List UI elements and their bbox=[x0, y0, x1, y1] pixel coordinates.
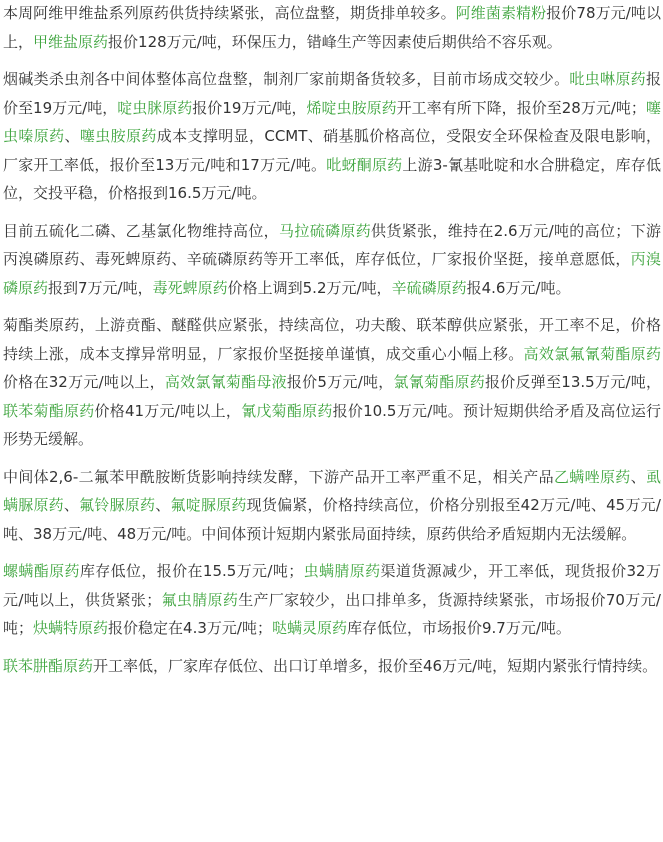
paragraph-text: 报价10.5万元/吨。预计短期供给矛盾及高位运行形势无缓解。 bbox=[3, 401, 661, 448]
product-name-highlight: 螺螨酯原药 bbox=[3, 562, 80, 580]
paragraph-text: 库存低位，报价在15.5万元/吨； bbox=[79, 562, 304, 580]
paragraph-text: 报价反弹至13.5万元/吨， bbox=[485, 373, 661, 391]
product-name-highlight: 阿维菌素精粉 bbox=[455, 4, 547, 22]
product-name-highlight: 噻虫胺原药 bbox=[79, 127, 157, 145]
paragraph-text: 供货紧张，维持在2.6万元/吨的高位；下游丙溴磷原药、毒死蜱原药、辛硫磷原药等开工率低，库存低位，厂家报价坚挺，接单意愿低， bbox=[3, 221, 661, 268]
product-name-highlight: 吡蚜酮原药 bbox=[326, 155, 403, 174]
paragraph-text: 报价128万元/吨，环保压力，错峰生产等因素使后期供给不容乐观。 bbox=[108, 32, 562, 51]
article-paragraph bbox=[3, 65, 661, 208]
paragraph-text: 中间体2,6-二氟苯甲酰胺断货影响持续发酵，下游产品开工率严重不足，相关产品 bbox=[3, 467, 554, 486]
paragraph-text: 烟碱类杀虫剂各中间体整体高位盘整，制剂厂家前期备货较多，目前市场成交较少。 bbox=[3, 70, 570, 88]
paragraph-text: 价格上调到5.2万元/吨， bbox=[227, 278, 392, 297]
paragraph-text: 菊酯类原药，上游贲酯、醚醛供应紧张，持续高位，功夫酸、联苯醇供应紧张，开工率不足，价格持续上涨，成本支撑异常明显，厂家报价坚挺接单谨慎，成交重心小幅上移。 bbox=[3, 316, 661, 363]
paragraph-text: 报到7万元/吨， bbox=[48, 278, 153, 297]
product-name-highlight: 氟啶脲原药 bbox=[170, 496, 247, 514]
product-name-highlight: 马拉硫磷原药 bbox=[279, 221, 372, 240]
product-name-highlight: 甲维盐原药 bbox=[33, 32, 109, 51]
paragraph-text: 、 bbox=[155, 496, 171, 514]
product-name-highlight: 高效氯氰菊酯母液 bbox=[164, 373, 287, 391]
paragraph-text: 渠道货源减少，开工率低，现货报价32万元/吨以上，供货紧张； bbox=[3, 562, 661, 609]
product-name-highlight: 虱螨脲原药 bbox=[3, 467, 661, 514]
paragraph-text: 价格41万元/吨以上， bbox=[94, 401, 242, 420]
paragraph-text: 价格在32万元/吨以上， bbox=[3, 373, 165, 391]
paragraph-text: 生产厂家较少，出口排单多，货源持续紧张，市场报价70万元/吨； bbox=[3, 590, 661, 637]
product-name-highlight: 联苯菊酯原药 bbox=[3, 401, 95, 420]
product-name-highlight: 虫螨腈原药 bbox=[303, 562, 381, 580]
paragraph-text: 开工率低，厂家库存低位、出口订单增多，报价至46万元/吨，短期内紧张行情持续。 bbox=[93, 656, 658, 675]
article-paragraph bbox=[3, 311, 661, 454]
paragraph-text: 本周阿维甲维盐系列原药供货持续紧张，高位盘整，期货排单较多。 bbox=[3, 4, 456, 22]
paragraph-text: 、 bbox=[630, 467, 646, 486]
paragraph-text: 、 bbox=[63, 496, 80, 514]
article-paragraph bbox=[3, 217, 661, 303]
product-name-highlight: 吡虫啉原药 bbox=[569, 70, 646, 88]
article-paragraph bbox=[3, 0, 661, 56]
product-name-highlight: 烯啶虫胺原药 bbox=[306, 98, 397, 117]
paragraph-text: 报价19万元/吨， bbox=[192, 98, 307, 117]
paragraph-text: 库存低位，市场报价9.7万元/吨。 bbox=[346, 619, 571, 637]
paragraph-text: 报价稳定在4.3万元/吨； bbox=[108, 619, 272, 637]
product-name-highlight: 丙溴磷原药 bbox=[3, 250, 661, 297]
paragraph-text: 上游3-氰基吡啶和水合肼稳定，库存低位，交投平稳，价格报到16.5万元/吨。 bbox=[3, 155, 661, 202]
paragraph-text: 报4.6万元/吨。 bbox=[466, 278, 571, 297]
product-name-highlight: 啶虫脒原药 bbox=[117, 98, 193, 117]
paragraph-text: 报价78万元/吨以上， bbox=[3, 4, 661, 51]
paragraph-text: 、 bbox=[64, 127, 80, 145]
product-name-highlight: 噻虫嗪原药 bbox=[3, 98, 661, 145]
paragraph-text: 报价至19万元/吨， bbox=[3, 70, 661, 117]
paragraph-text: 成本支撑明显，CCMT、硝基胍价格高位，受限安全环保检查及限电影响，厂家开工率低，报价至13万元/吨和17万元/吨。 bbox=[3, 127, 661, 174]
paragraph-text: 目前五硫化二磷、乙基氯化物维持高位， bbox=[3, 221, 280, 240]
product-name-highlight: 氟虫腈原药 bbox=[161, 590, 239, 609]
paragraph-text: 报价5万元/吨， bbox=[286, 373, 394, 391]
product-name-highlight: 氟铃脲原药 bbox=[79, 496, 156, 514]
product-name-highlight: 联苯肼酯原药 bbox=[3, 656, 94, 675]
product-name-highlight: 氯氰菊酯原药 bbox=[393, 373, 486, 391]
product-name-highlight: 毒死蜱原药 bbox=[152, 278, 228, 297]
product-name-highlight: 炔螨特原药 bbox=[33, 619, 109, 637]
paragraph-text: 现货偏紧，价格持续高位，价格分别报至42万元/吨、45万元/吨、38万元/吨、48万元/吨。中间体预计短期内紧张局面持续，原药供给矛盾短期内无法缓解。 bbox=[3, 496, 661, 543]
article-paragraph bbox=[3, 652, 661, 681]
product-name-highlight: 哒螨灵原药 bbox=[271, 619, 347, 637]
paragraph-text: 开工率有所下降，报价至28万元/吨； bbox=[396, 98, 646, 117]
article-paragraph bbox=[3, 557, 661, 643]
product-name-highlight: 辛硫磷原药 bbox=[391, 278, 467, 297]
product-name-highlight: 高效氯氟氰菊酯原药 bbox=[523, 344, 661, 363]
article-paragraph bbox=[3, 463, 661, 549]
product-name-highlight: 乙螨唑原药 bbox=[553, 467, 631, 486]
product-name-highlight: 氰戊菊酯原药 bbox=[241, 401, 333, 420]
